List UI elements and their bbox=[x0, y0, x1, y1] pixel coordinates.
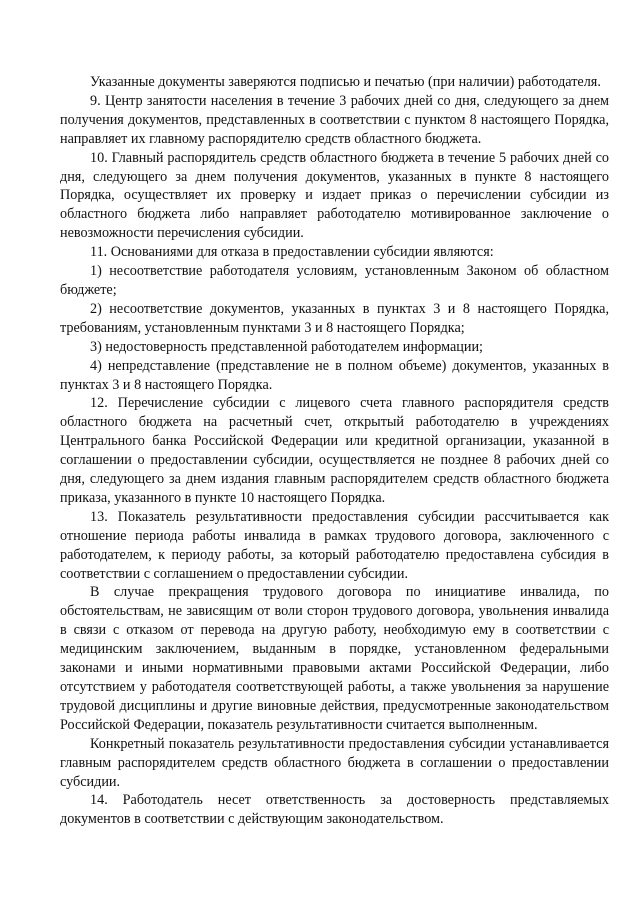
paragraph-specific-indicator: Конкретный показатель результативности предоставления субсидии устанавливается главным распорядителем средств областного бюджета в соглашении о предоставлении субсидии. bbox=[60, 735, 609, 790]
paragraph-contract-termination: В случае прекращения трудового договора по инициативе инвалида, по обстоятельствам, не зависящим от воли сторон трудового договора, увольнения инвалида в связи с отказом от перевода на другую работу, необходимую ему в соответствии с медицинским заключением, выданным в порядке, установленном федеральными законами и иными нормативными правовыми актами Российской Федерации, либо отсутствием у работодателя соответствующей работы, а также увольнения за нарушение трудовой дисциплины и другие виновные действия, предусмотренные законодательством Российской Федерации, показатель результативности считается выполненным. bbox=[60, 584, 609, 733]
paragraph-item-14: 14. Работодатель несет ответственность за достоверность представляемых документов в соответствии с действующим законодательством. bbox=[60, 792, 609, 828]
paragraph-item-13: 13. Показатель результативности предоставления субсидии рассчитывается как отношение периода работы инвалида в рамках трудового договора, заключенного с работодателем, к периоду работы, за который работодателю предоставлена субсидия в соответствии с соглашением о предоставлении субсидии. bbox=[60, 508, 609, 582]
paragraph-refusal-reason-1: 1) несоответствие работодателя условиям, установленным Законом об областном бюджете; bbox=[60, 263, 609, 298]
paragraph-refusal-reason-3: 3) недостоверность представленной работодателем информации; bbox=[90, 338, 483, 355]
paragraph-documents-certification: Указанные документы заверяются подписью и печатью (при наличии) работодателя. bbox=[90, 74, 601, 90]
paragraph-refusal-reason-4: 4) непредставление (представление не в полном объеме) документов, указанных в пунктах 3 и 8 настоящего Порядка. bbox=[60, 357, 609, 393]
paragraph-refusal-reason-2: 2) несоответствие документов, указанных в пунктах 3 и 8 настоящего Порядка, требованиям, установленным пунктами 3 и 8 настоящего Порядка; bbox=[60, 300, 609, 336]
paragraph-item-10: 10. Главный распорядитель средств областного бюджета в течение 5 рабочих дней со дня, следующего за днем получения документов, указанных в пункте 8 настоящего Порядка, осуществляет их проверку и издает приказ о перечислении субсидии из областного бюджета либо направляет работодателю мотивированное заключение о невозможности перечисления субсидии. bbox=[60, 149, 609, 242]
document-page bbox=[60, 73, 609, 829]
paragraph-item-12: 12. Перечисление субсидии с лицевого счета главного распорядителя средств областного бюджета на расчетный счет, открытый работодателю в учреждениях Центрального банка Российской Федерации или кредитной организации, указанной в соглашении о предоставлении субсидии, осуществляется не позднее 8 рабочих дней со дня, следующего за днем издания главным распорядителем средств областного бюджета приказа, указанного в пункте 10 настоящего Порядка. bbox=[60, 395, 609, 506]
paragraph-item-11: 11. Основаниями для отказа в предоставлении субсидии являются: bbox=[90, 244, 494, 261]
paragraph-item-9: 9. Центр занятости населения в течение 3 рабочих дней со дня, следующего за днем получения документов, представленных в соответствии с пунктом 8 настоящего Порядка, направляет их главному распорядителю средств областного бюджета. bbox=[60, 92, 609, 147]
